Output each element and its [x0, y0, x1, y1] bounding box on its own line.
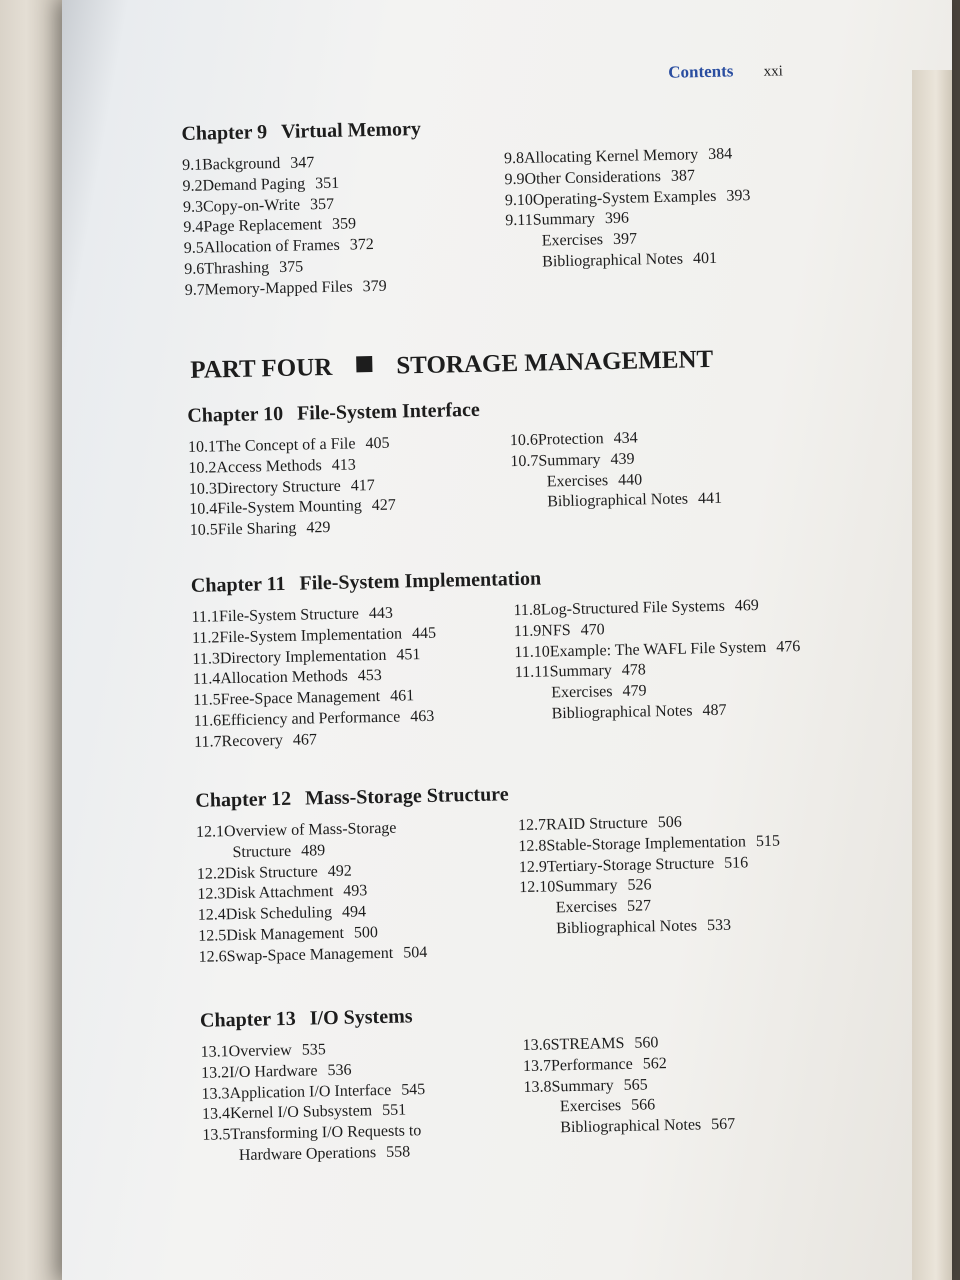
section-title: Overview of Mass-Storage: [223, 819, 397, 841]
section-page-number: 504: [403, 943, 428, 962]
section-title: Protection: [537, 430, 604, 449]
chapter-name: I/O Systems: [309, 1005, 413, 1030]
chapter-sections: [187, 429, 723, 588]
section-number: 9.10: [504, 191, 534, 209]
section-title: Bibliographical Notes: [542, 250, 684, 271]
chapter-title: [187, 399, 480, 428]
section-page-number: 379: [362, 277, 387, 296]
section-number: 13.7: [522, 1057, 552, 1075]
section-title: Swap-Space Management: [226, 944, 394, 965]
section-title: Disk Attachment: [225, 883, 334, 903]
chapter-block: [181, 117, 751, 306]
section-page-number: 413: [331, 456, 356, 474]
chapter-sections: [181, 145, 751, 306]
section-title: Disk Structure: [224, 862, 318, 882]
section-number: 9.7: [184, 281, 205, 299]
section-number: 11.2: [191, 629, 220, 647]
chapter-block: [187, 398, 723, 588]
section-page-number: 469: [734, 596, 760, 615]
chapter-number: Chapter 9: [181, 121, 268, 145]
section-page-number: 566: [631, 1096, 656, 1115]
section-page-number: 347: [290, 154, 315, 172]
section-page-number: 387: [670, 167, 696, 185]
section-page-number: 536: [327, 1061, 352, 1079]
section-title: Other Considerations: [524, 167, 662, 188]
section-number: 9.2: [182, 177, 203, 195]
section-page-number: 558: [385, 1143, 411, 1161]
section-title: Example: The WAFL File System: [549, 638, 767, 660]
section-page-number: 427: [371, 496, 396, 515]
section-page-number: 526: [627, 876, 652, 895]
section-title: File-System Structure: [218, 605, 360, 626]
chapter-name: Virtual Memory: [280, 117, 422, 143]
part-name: STORAGE MANAGEMENT: [396, 345, 714, 380]
chapter-number: Chapter 12: [195, 787, 292, 812]
section-page-number: 405: [365, 434, 390, 453]
section-title: Access Methods: [216, 456, 322, 477]
section-number: 9.9: [504, 170, 525, 189]
section-title: Tertiary-Storage Structure: [546, 854, 715, 876]
section-number: 10.5: [189, 521, 218, 540]
section-title: Summary: [538, 451, 601, 470]
chapter-sections: [191, 596, 801, 758]
section-title: Structure: [232, 842, 292, 861]
section-title: Thrashing: [204, 259, 270, 278]
section-page-number: 393: [726, 186, 751, 205]
section-page-number: 467: [292, 731, 318, 749]
section-page-number: 375: [278, 258, 304, 276]
section-number: 13.3: [201, 1084, 230, 1103]
section-title: Bibliographical Notes: [560, 1116, 702, 1137]
section-title: I/O Hardware: [228, 1062, 318, 1081]
section-page-number: 397: [612, 230, 638, 249]
section-title: Summary: [549, 662, 612, 681]
chapter-number: Chapter 13: [199, 1007, 296, 1032]
section-number: 12.1: [195, 823, 225, 841]
section-title: Bibliographical Notes: [547, 490, 689, 511]
section-title: Summary: [551, 1076, 614, 1096]
section-number: 12.9: [518, 858, 548, 876]
section-page-number: 560: [634, 1034, 659, 1052]
chapter-block: [190, 567, 801, 758]
section-page-number: 479: [622, 682, 647, 701]
right-section-column: [522, 1029, 854, 1140]
section-page-number: 487: [702, 701, 727, 720]
chapter-sections: [200, 1034, 736, 1192]
chapter-title: [200, 1005, 413, 1032]
chapter-number: Chapter 11: [190, 572, 286, 597]
chapter-name: File-System Interface: [296, 398, 480, 425]
section-number: 9.5: [183, 239, 205, 258]
chapter-number: Chapter 10: [187, 402, 284, 427]
section-title: Stable-Storage Implementation: [546, 833, 747, 855]
section-title: Summary: [532, 210, 596, 230]
section-page-number: 357: [309, 195, 335, 213]
section-page-number: 359: [331, 215, 357, 234]
chapter-sections: [195, 813, 781, 973]
section-page-number: 351: [314, 174, 340, 192]
section-page-number: 535: [301, 1041, 326, 1059]
section-number: 12.10: [519, 878, 556, 897]
chapter-name: File-System Implementation: [299, 567, 542, 595]
left-section-column: [188, 431, 510, 542]
section-page-number: 562: [642, 1054, 667, 1073]
section-page-number: 545: [401, 1080, 426, 1099]
section-title: Exercises: [555, 898, 618, 917]
section-page-number: 445: [411, 624, 437, 643]
section-title: Allocation of Frames: [203, 236, 340, 257]
section-title: Exercises: [551, 683, 613, 702]
section-title: Free-Space Management: [220, 688, 381, 709]
section-number: 9.11: [505, 212, 533, 230]
section-title: Summary: [555, 877, 618, 896]
running-head-title: Contents: [668, 61, 734, 82]
section-title: The Concept of a File: [215, 435, 356, 456]
section-page-number: 384: [707, 145, 733, 163]
section-page-number: 494: [341, 903, 367, 921]
section-number: 12.6: [198, 948, 227, 966]
section-title: Bibliographical Notes: [551, 702, 693, 723]
section-number: 13.8: [523, 1078, 552, 1096]
section-title: Demand Paging: [202, 175, 306, 195]
section-page-number: 440: [617, 471, 643, 489]
section-page-number: 489: [300, 841, 326, 860]
section-title: Allocating Kernel Memory: [523, 146, 699, 167]
section-title: Exercises: [546, 471, 609, 491]
left-section-column: [200, 1036, 523, 1167]
section-title: Copy-on-Write: [202, 196, 301, 216]
section-page-number: 478: [621, 661, 646, 680]
section-number: 10.7: [510, 452, 539, 470]
section-number: 11.4: [192, 670, 221, 689]
section-title: Exercises: [559, 1097, 622, 1116]
section-title: Background: [201, 154, 281, 174]
section-page-number: 401: [692, 249, 718, 268]
part-label: PART FOUR: [190, 353, 333, 384]
section-number: 10.6: [509, 431, 539, 450]
chapter-block: [195, 783, 781, 973]
section-number: 12.5: [198, 927, 227, 945]
section-number: 13.4: [201, 1105, 231, 1124]
section-number: 12.2: [196, 864, 226, 883]
section-title: Transforming I/O Requests to: [230, 1122, 422, 1144]
section-title: Disk Management: [226, 924, 345, 945]
section-number: 9.6: [184, 260, 205, 278]
section-page-number: 551: [381, 1101, 407, 1120]
running-head-page-number: xxi: [763, 63, 784, 80]
right-section-column: [513, 594, 846, 726]
section-page-number: 429: [306, 519, 331, 537]
section-title: File Sharing: [217, 519, 297, 539]
square-bullet-icon: [356, 356, 372, 372]
section-title: File-System Mounting: [217, 497, 362, 518]
section-title: Performance: [550, 1055, 633, 1075]
section-title: Efficiency and Performance: [220, 708, 401, 730]
section-page-number: 434: [613, 429, 638, 447]
section-page-number: 492: [327, 862, 352, 880]
section-number: 9.8: [503, 149, 525, 168]
section-page-number: 567: [710, 1115, 736, 1134]
section-title: Overview: [228, 1041, 292, 1061]
section-number: 13.2: [200, 1063, 230, 1082]
section-title: Kernel I/O Subsystem: [229, 1102, 373, 1123]
section-page-number: 463: [410, 707, 435, 726]
page-stack-edge: [912, 70, 952, 1280]
section-page-number: 516: [723, 853, 749, 872]
section-number: 9.3: [182, 198, 204, 216]
section-page-number: 453: [357, 667, 382, 685]
section-title: Recovery: [221, 731, 284, 751]
chapter-title: [181, 118, 421, 146]
chapter-block: [199, 1005, 736, 1192]
section-number: 10.2: [188, 459, 217, 477]
section-number: 13.6: [522, 1036, 551, 1055]
section-page-number: 500: [353, 924, 379, 942]
section-page-number: 372: [349, 236, 374, 254]
left-section-column: [196, 816, 519, 968]
left-section-column: [191, 601, 514, 753]
section-number: 13.1: [200, 1043, 229, 1061]
running-head: [668, 60, 808, 83]
section-page-number: 417: [350, 476, 375, 495]
section-page-number: 533: [706, 916, 732, 935]
section-title: Allocation Methods: [220, 668, 348, 688]
section-number: 11.10: [514, 642, 550, 661]
section-number: 11.6: [193, 712, 222, 730]
section-page-number: 461: [389, 687, 415, 705]
section-title: Memory-Mapped Files: [204, 278, 353, 299]
right-section-column: [518, 809, 851, 941]
section-number: 12.4: [197, 906, 226, 924]
section-page-number: 441: [697, 490, 723, 508]
section-number: 11.8: [513, 601, 542, 620]
section-page-number: 565: [623, 1076, 648, 1094]
section-title: Operating-System Examples: [532, 187, 717, 209]
section-number: 11.3: [192, 649, 221, 668]
section-title: NFS: [541, 621, 571, 640]
section-page-number: 476: [776, 637, 801, 656]
section-number: 12.8: [518, 837, 547, 855]
section-number: 10.1: [187, 438, 217, 456]
section-page-number: 506: [657, 813, 682, 832]
section-number: 11.1: [191, 608, 220, 626]
section-number: 10.3: [188, 479, 218, 498]
section-title: RAID Structure: [545, 814, 648, 834]
right-section-column: [504, 142, 837, 274]
section-number: 11.9: [513, 622, 542, 640]
section-number: 12.7: [517, 816, 547, 835]
section-title: Exercises: [541, 231, 604, 250]
section-number: 9.1: [181, 156, 203, 174]
section-title: Page Replacement: [203, 216, 323, 236]
section-page-number: 493: [343, 882, 368, 901]
section-title: Disk Scheduling: [225, 904, 333, 924]
section-number: 10.4: [189, 500, 218, 519]
section-page-number: 515: [755, 832, 781, 850]
left-section-column: [182, 149, 505, 301]
section-title: Log-Structured File Systems: [540, 597, 726, 619]
section-title: Hardware Operations: [238, 1144, 377, 1164]
section-number: 11.11: [514, 663, 550, 682]
section-title: File-System Implementation: [219, 625, 403, 647]
section-title: Directory Implementation: [219, 646, 387, 667]
section-page-number: 527: [626, 897, 652, 916]
section-page-number: 439: [610, 450, 635, 468]
section-page-number: 443: [368, 604, 394, 623]
section-title: STREAMS: [550, 1034, 625, 1054]
section-title: Bibliographical Notes: [555, 917, 698, 938]
section-page-number: 470: [580, 621, 605, 639]
right-section-column: [510, 424, 842, 514]
section-number: 13.5: [202, 1126, 231, 1144]
section-title: Application I/O Interface: [229, 1081, 392, 1102]
chapter-name: Mass-Storage Structure: [304, 783, 509, 810]
section-number: 9.4: [183, 218, 204, 237]
section-title: Directory Structure: [216, 477, 341, 497]
section-page-number: 396: [604, 210, 630, 228]
section-page-number: 451: [396, 645, 421, 664]
section-number: 12.3: [197, 885, 226, 904]
section-number: 11.5: [193, 691, 221, 710]
section-number: 11.7: [194, 733, 222, 751]
